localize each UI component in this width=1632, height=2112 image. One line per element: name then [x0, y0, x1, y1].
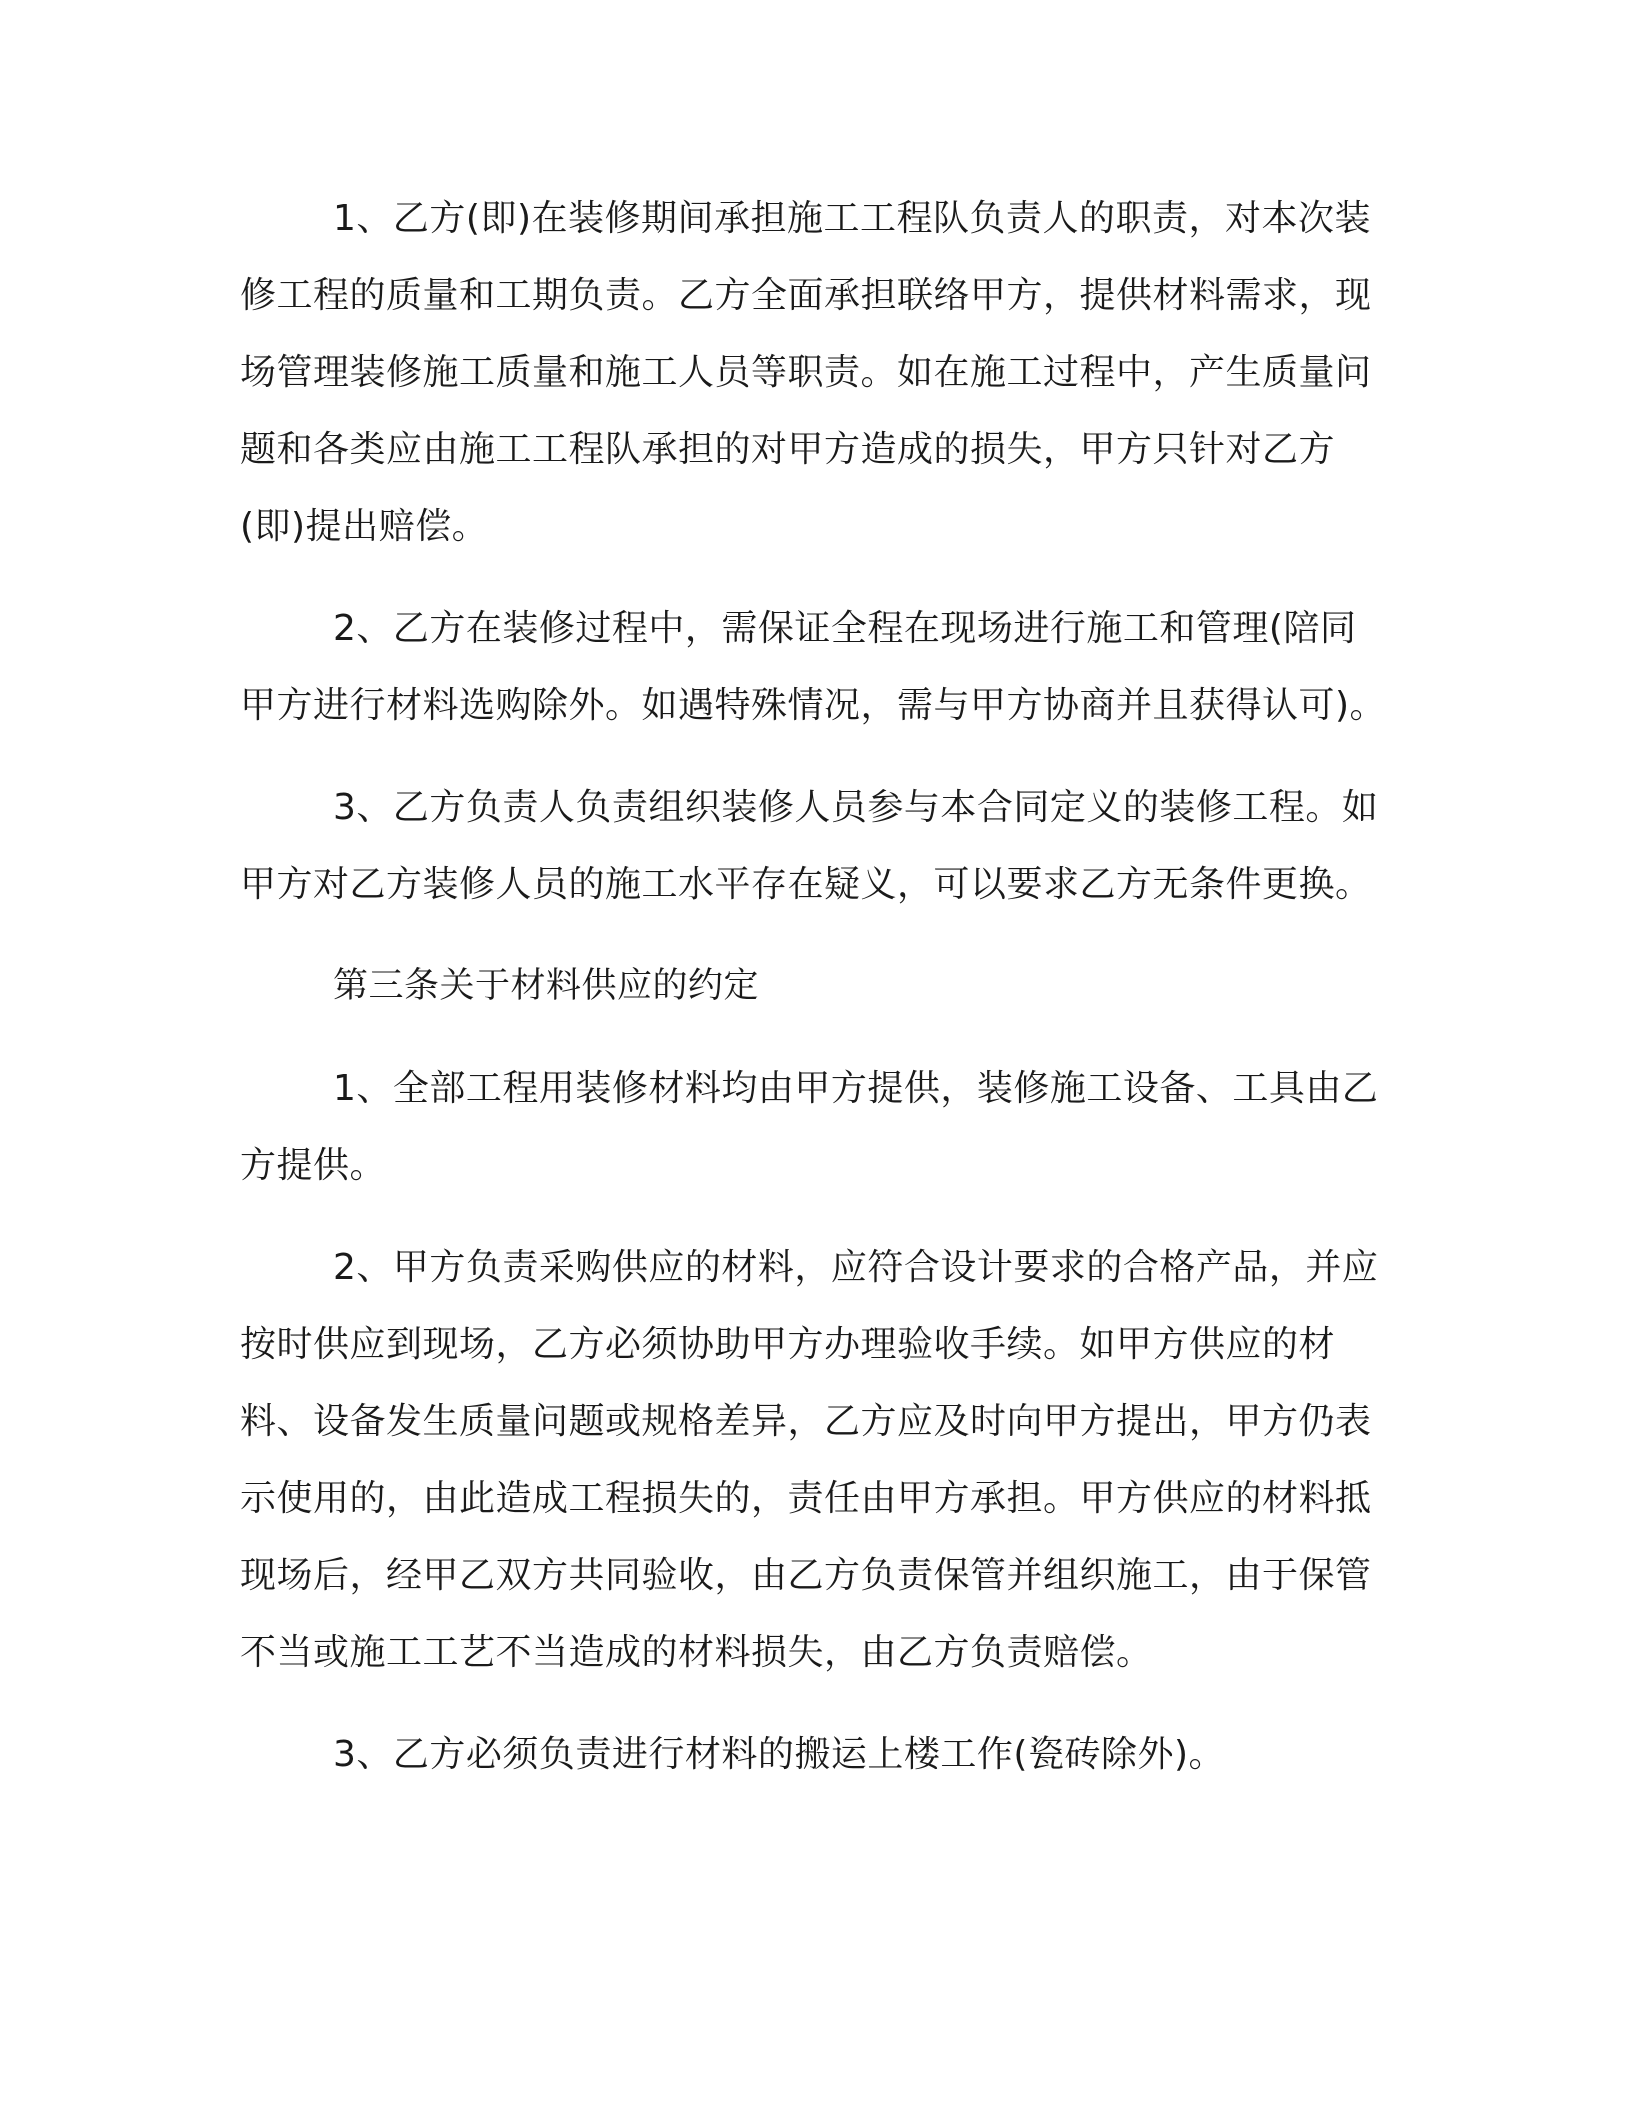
clause-3-item-2: 2、甲方负责采购供应的材料，应符合设计要求的合格产品，并应按时供应到现场，乙方必须协助甲方办理验收手续。如甲方供应的材料、设备发生质量问题或规格差异，乙方应及时向甲方提出，甲方仍表示使用的，由此造成工程损失的，责任由甲方承担。甲方供应的材料抵现场后，经甲乙双方共同验收，由乙方负责保管并组织施工，由于保管不当或施工工艺不当造成的材料损失，由乙方负责赔偿。 — [240, 1247, 1379, 1673]
clause-2-item-2: 2、乙方在装修过程中，需保证全程在现场进行施工和管理(陪同甲方进行材料选购除外。如遇特殊情况，需与甲方协商并且获得认可)。 — [240, 608, 1387, 726]
section-heading: 第三条关于材料供应的约定 — [333, 966, 760, 1006]
clause-2-item-3: 3、乙方负责人负责组织装修人员参与本合同定义的装修工程。如甲方对乙方装修人员的施工水平存在疑义，可以要求乙方无条件更换。 — [240, 787, 1379, 905]
clause-2-item-1: 1、乙方(即)在装修期间承担施工工程队负责人的职责，对本次装修工程的质量和工期负责。乙方全面承担联络甲方，提供材料需求，现场管理装修施工质量和施工人员等职责。如在施工过程中，产生质量问题和各类应由施工工程队承担的对甲方造成的损失，甲方只针对乙方(即)提出赔偿。 — [240, 198, 1372, 547]
clause-3-item-3: 3、乙方必须负责进行材料的搬运上楼工作(瓷砖除外)。 — [333, 1734, 1225, 1775]
document-body — [240, 180, 1390, 1793]
clause-3-item-1: 1、全部工程用装修材料均由甲方提供，装修施工设备、工具由乙方提供。 — [240, 1068, 1379, 1186]
